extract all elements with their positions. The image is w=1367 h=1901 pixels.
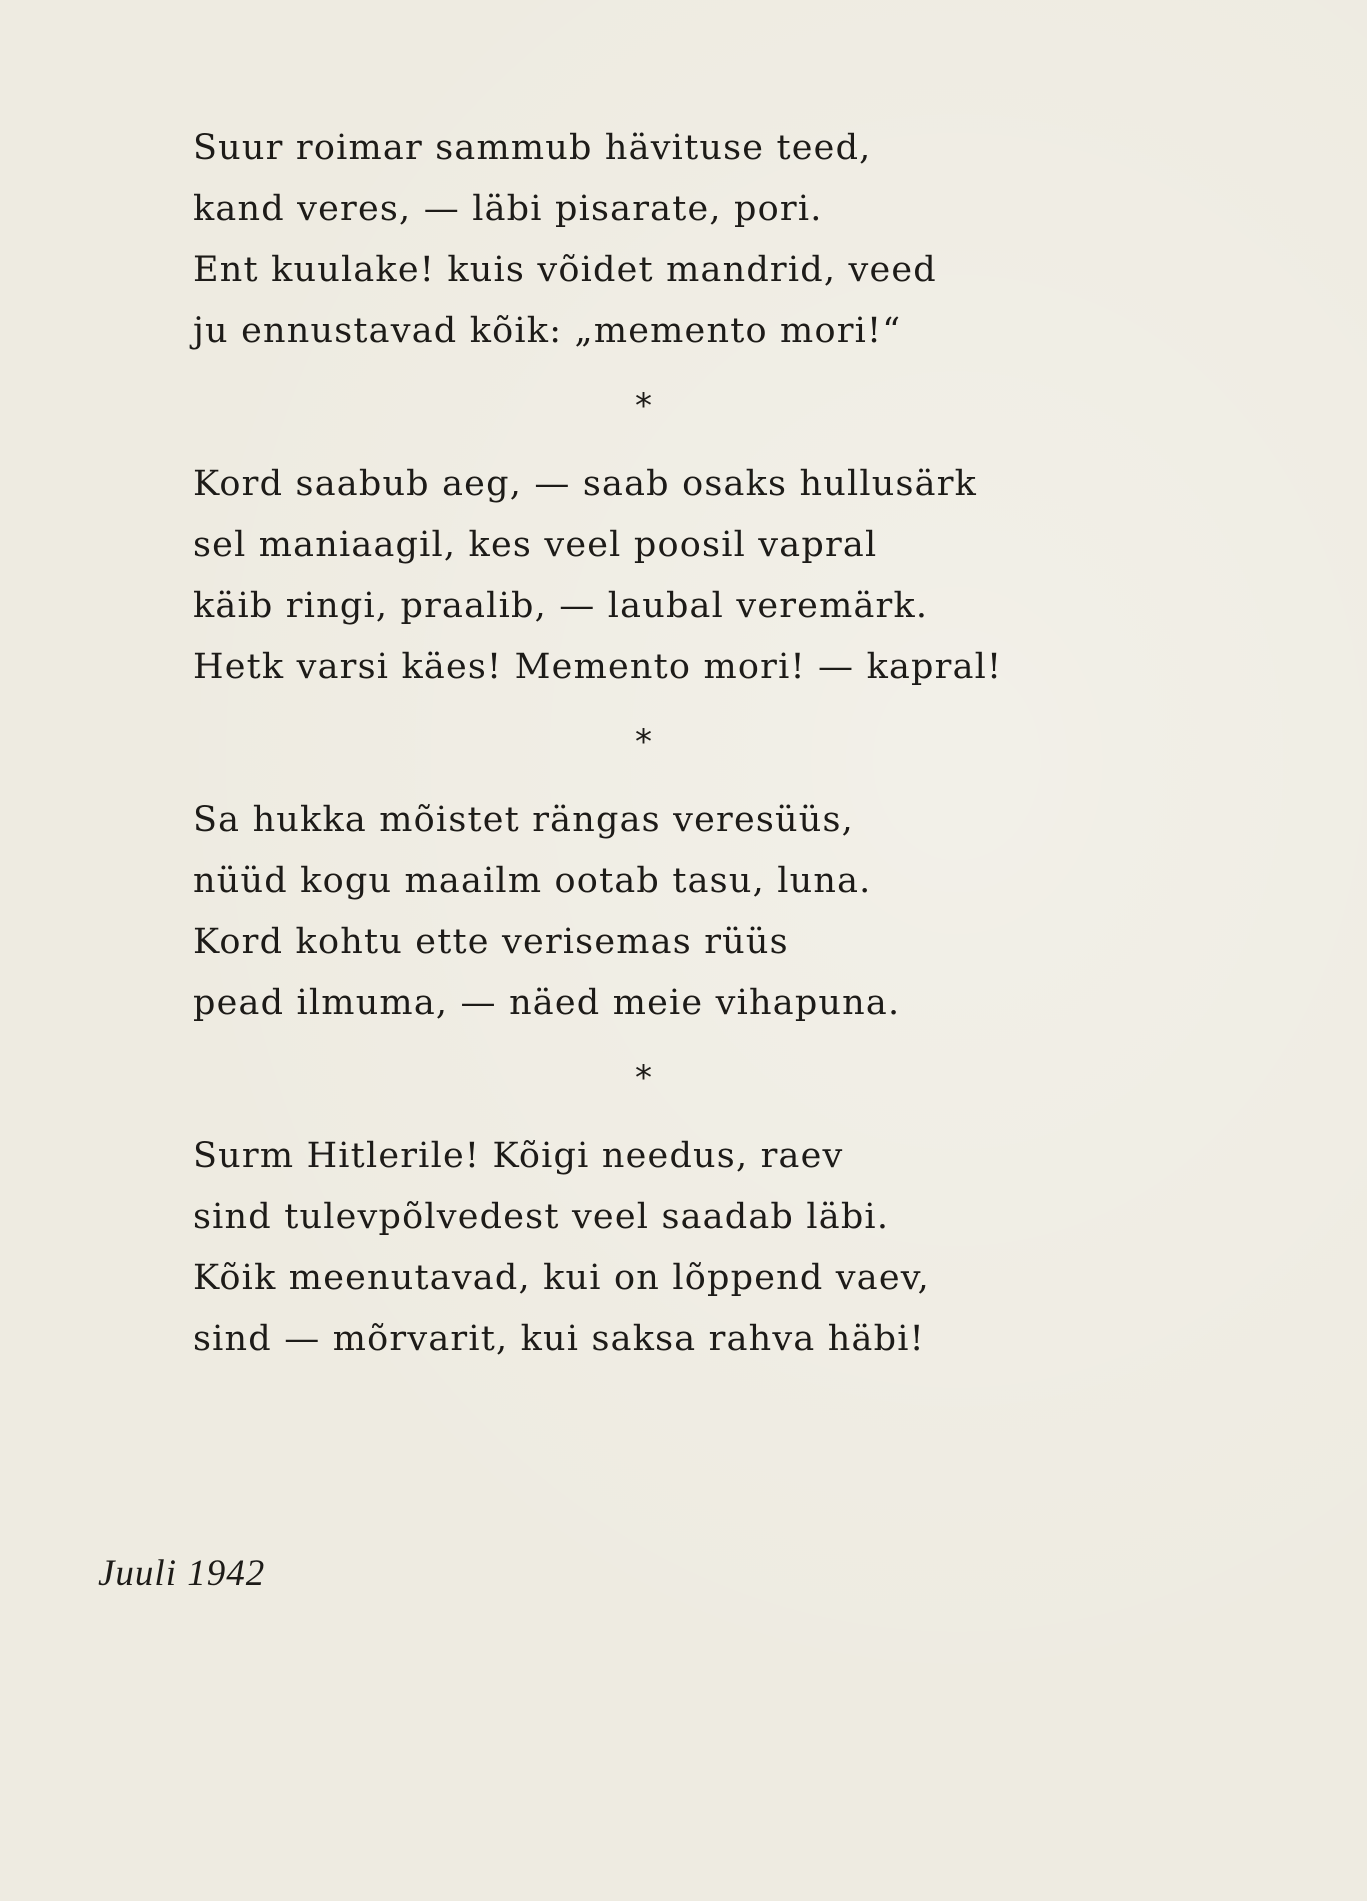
poem-line: sel maniaagil, kes veel poosil vapral	[193, 525, 878, 565]
poem-line: Sa hukka mõistet rängas veresüüs,	[193, 800, 855, 840]
poem-line: pead ilmuma, — näed meie vihapuna.	[193, 983, 901, 1023]
poem-line: Kõik meenutavad, kui on lõppend vaev,	[193, 1258, 930, 1298]
poem-line: Surm Hitlerile! Kõigi needus, raev	[193, 1136, 844, 1176]
stanza-4	[193, 1126, 1093, 1370]
poem-line: Ent kuulake! kuis võidet mandrid, veed	[193, 250, 937, 290]
poem-line: ju ennustavad kõik: „memento mori!“	[193, 311, 902, 351]
stanza-3	[193, 790, 1093, 1034]
stanza-separator-asterisk: *	[635, 722, 652, 762]
poem-line: Suur roimar sammub hävituse teed,	[193, 128, 872, 168]
stanza-separator-asterisk: *	[635, 386, 652, 426]
poem-line: Hetk varsi käes! Memento mori! — kapral!	[193, 647, 1003, 687]
poem-line: Kord saabub aeg, — saab osaks hullusärk	[193, 464, 978, 504]
poem-line: nüüd kogu maailm ootab tasu, luna.	[193, 861, 872, 901]
poem	[193, 118, 1093, 1370]
poem-line: sind — mõrvarit, kui saksa rahva häbi!	[193, 1319, 925, 1359]
stanza-2	[193, 454, 1093, 698]
stanza-1	[193, 118, 1093, 362]
poem-line: Kord kohtu ette verisemas rüüs	[193, 922, 789, 962]
stanza-separator-asterisk: *	[635, 1058, 652, 1098]
poem-date: Juuli 1942	[98, 1553, 266, 1594]
poem-line: sind tulevpõlvedest veel saadab läbi.	[193, 1197, 890, 1237]
poem-line: kand veres, — läbi pisarate, pori.	[193, 189, 823, 229]
poem-line: käib ringi, praalib, — laubal veremärk.	[193, 586, 929, 626]
